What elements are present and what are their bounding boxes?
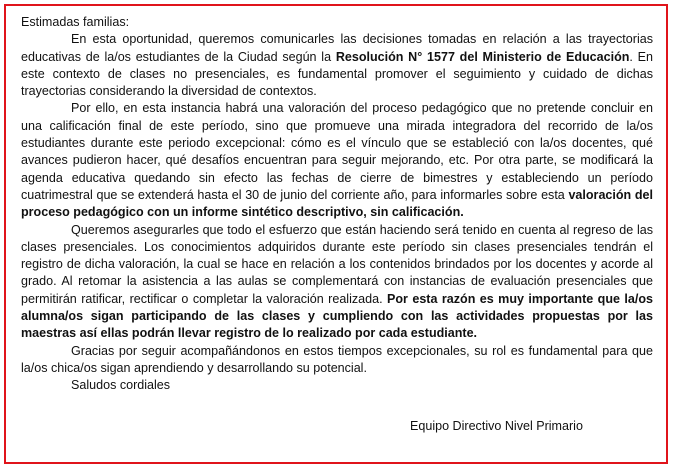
paragraph-3-emphasis: Por esta razón es muy importante que la/os alumna/os sigan participando de las clases y cumpliendo con las actividades propuestas por las maestras así ellas podrán llevar registro de lo realizado por cada estudiante.	[21, 291, 653, 341]
paragraph-1-after: . En este contexto de clases no presenciales, es fundamental promover el seguimiento y cuidado de dichas trayectorias considerando la diversidad de contextos.	[21, 49, 653, 99]
paragraph-2-text: Por ello, en esta instancia habrá una valoración del proceso pedagógico que no pretende concluir en una calificación final de este período, sino que promueve una mirada integradora del recorrido de la/os estudiantes durante este periodo excepcional: cómo es el vínculo que se estableció con la/os docentes, qué avances pudieron hacer, qué desafíos encuentran para seguir mejorando, etc. Por otra parte, se modificará la agenda educativa quedando sin efecto las fechas de cierre de bimestres y estableciendo un período cuatrimestral que se extenderá hasta el 30 de junio del corriente año, para informarles sobre esta	[21, 101, 653, 202]
paragraph-3	[21, 222, 653, 343]
paragraph-2-emphasis: valoración del proceso pedagógico con un informe sintético descriptivo, sin calificación.	[21, 187, 653, 220]
paragraph-2	[21, 100, 653, 221]
letter-body	[21, 14, 653, 395]
paragraph-4: Gracias por seguir acompañándonos en estos tiempos excepcionales, su rol es fundamental para que la/os chica/os sigan aprendiendo y desarrollando su potencial.	[21, 343, 653, 375]
closing: Saludos cordiales	[71, 378, 171, 393]
resolution-reference: Resolución N° 1577 del Ministerio de Educación	[335, 49, 630, 64]
paragraph-1-text: En esta oportunidad, queremos comunicarles las decisiones tomadas en relación a las trayectorias educativas de la/os estudiantes de la Ciudad según la	[21, 32, 653, 64]
paragraph-3-text: Queremos asegurarles que todo el esfuerzo que están haciendo será tenido en cuenta al regreso de las clases presenciales. Los conocimientos adquiridos durante este período sin clases presenciales tendrán el registro de dicha valoración, la cual se hace en relación a los contenidos brindados por los docentes y acorde al grado. Al retomar la asistencia a las aulas se complementará con instancias de evaluación presenciales que permitirán ratificar, rectificar o completar la valoración realizada.	[21, 222, 653, 306]
greeting: Estimadas familias:	[21, 15, 130, 29]
paragraph-1	[21, 31, 653, 100]
signature: Equipo Directivo Nivel Primario	[410, 419, 583, 433]
